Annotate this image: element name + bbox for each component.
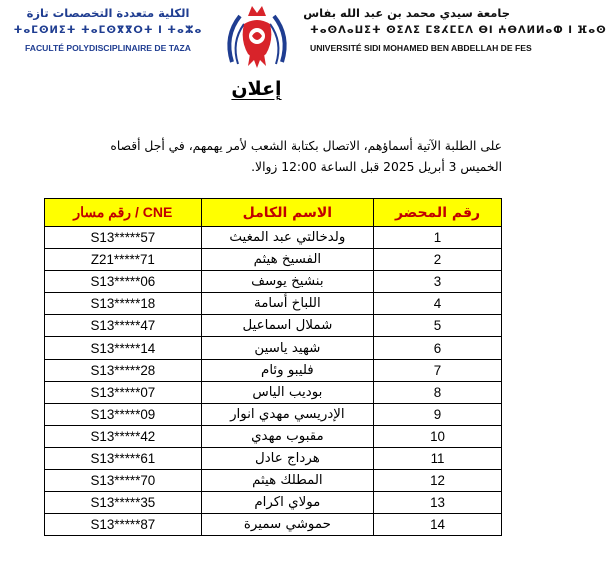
cell-full-name: بوديب الياس — [201, 381, 373, 403]
cell-record-number: 3 — [374, 271, 502, 293]
table-row — [45, 227, 502, 249]
cell-full-name: فليبو وئام — [201, 359, 373, 381]
announcement-title-block — [0, 78, 513, 100]
table-row — [45, 315, 502, 337]
cell-cne: S13*****14 — [45, 337, 202, 359]
announcement-title: إعلان — [231, 78, 282, 100]
column-header-cne: رقم مسار / CNE — [45, 199, 202, 227]
cell-cne: S13*****47 — [45, 315, 202, 337]
cell-record-number: 5 — [374, 315, 502, 337]
table-row — [45, 514, 502, 536]
cell-full-name: شهيد ياسين — [201, 337, 373, 359]
cell-record-number: 4 — [374, 293, 502, 315]
cell-record-number: 8 — [374, 381, 502, 403]
cell-full-name: هرداج عادل — [201, 447, 373, 469]
table-row — [45, 447, 502, 469]
faculty-name-tifinagh: ⵜⴰⵎⵙⵍⵉⵜ ⵜⴰⵎⵙⴳⴳⵔⵜ ⵏ ⵜⴰⵣⴰ — [13, 25, 203, 36]
cell-cne: S13*****61 — [45, 447, 202, 469]
cell-cne: S13*****06 — [45, 271, 202, 293]
document-header — [0, 0, 607, 78]
cell-cne: S13*****07 — [45, 381, 202, 403]
column-header-full-name: الاسم الكامل — [201, 199, 373, 227]
table-row — [45, 359, 502, 381]
cell-cne: S13*****87 — [45, 514, 202, 536]
announcement-text — [40, 136, 502, 178]
cell-cne: Z21*****71 — [45, 249, 202, 271]
cell-record-number: 2 — [374, 249, 502, 271]
cell-full-name: مولاي اكرام — [201, 492, 373, 514]
cell-record-number: 1 — [374, 227, 502, 249]
cell-record-number: 10 — [374, 425, 502, 447]
table-row — [45, 249, 502, 271]
table-row — [45, 470, 502, 492]
cell-cne: S13*****28 — [45, 359, 202, 381]
university-name-arabic: جامعة سيدي محمد بن عبد الله بفاس — [303, 6, 510, 20]
cell-record-number: 13 — [374, 492, 502, 514]
table-row — [45, 337, 502, 359]
cell-record-number: 11 — [374, 447, 502, 469]
cell-cne: S13*****35 — [45, 492, 202, 514]
announcement-line-1: على الطلبة الآتية أسماؤهم، الاتصال بكتابة الشعب لأمر يهمهم، في أجل أقصاه — [110, 139, 502, 153]
faculty-name-french: FACULTÉ POLYDISCIPLINAIRE DE TAZA — [25, 43, 191, 53]
cell-full-name: بنشيخ يوسف — [201, 271, 373, 293]
cell-record-number: 6 — [374, 337, 502, 359]
table-row — [45, 381, 502, 403]
cell-full-name: ولدخالتي عبد المغيث — [201, 227, 373, 249]
cell-full-name: اللباخ أسامة — [201, 293, 373, 315]
faculty-name-arabic: الكلية متعددة التخصصات تازة — [26, 6, 190, 20]
students-table-body — [45, 227, 502, 536]
cell-full-name: شملال اسماعيل — [201, 315, 373, 337]
table-header-row — [45, 199, 502, 227]
table-row — [45, 492, 502, 514]
university-name-french: UNIVERSITÉ SIDI MOHAMED BEN ABDELLAH DE FES — [310, 43, 532, 53]
announcement-line-2: الخميس 3 أبريل 2025 قبل الساعة 12:00 زوالا. — [251, 160, 502, 174]
university-header — [303, 6, 607, 54]
column-header-record-number: رقم المحضر — [374, 199, 502, 227]
cell-cne: S13*****42 — [45, 425, 202, 447]
cell-record-number: 14 — [374, 514, 502, 536]
cell-cne: S13*****57 — [45, 227, 202, 249]
table-row — [45, 271, 502, 293]
cell-record-number: 12 — [374, 470, 502, 492]
cell-cne: S13*****18 — [45, 293, 202, 315]
university-name-tifinagh: ⵜⴰⵙⴷⴰⵡⵉⵜ ⵙⵉⴷⵉ ⵎⵓⵃⵎⵎⴷ ⴱⵏ ⵄⴱⴷⵍⵍⴰⵀ ⵏ ⴼⴰⵙ — [310, 25, 607, 36]
cell-full-name: الفسيخ هيثم — [201, 249, 373, 271]
cell-full-name: حموشي سميرة — [201, 514, 373, 536]
cell-cne: S13*****70 — [45, 470, 202, 492]
cell-full-name: الإدريسي مهدي انوار — [201, 403, 373, 425]
table-row — [45, 403, 502, 425]
cell-full-name: مقبوب مهدي — [201, 425, 373, 447]
faculty-header — [8, 6, 208, 54]
students-table — [44, 198, 502, 536]
university-emblem-icon — [218, 2, 296, 72]
table-row — [45, 425, 502, 447]
cell-record-number: 7 — [374, 359, 502, 381]
cell-record-number: 9 — [374, 403, 502, 425]
cell-full-name: المطلك هيثم — [201, 470, 373, 492]
cell-cne: S13*****09 — [45, 403, 202, 425]
table-row — [45, 293, 502, 315]
